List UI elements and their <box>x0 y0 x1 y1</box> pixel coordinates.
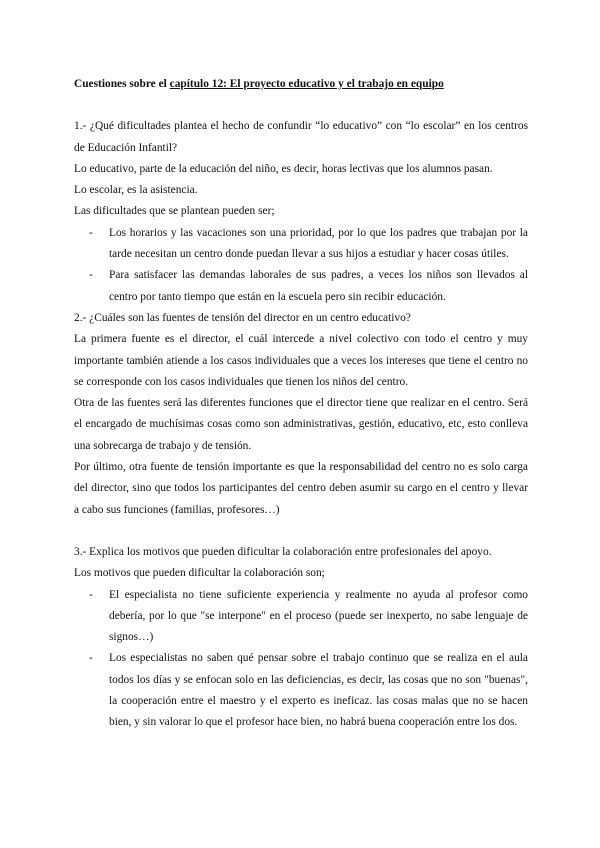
question-1-paragraph-1: Lo educativo, parte de la educación del niño, es decir, horas lectivas que los alumnos pasan. <box>74 162 493 175</box>
question-3-paragraph-1: Los motivos que pueden dificultar la colaboración son; <box>74 567 325 580</box>
title-chapter: capítulo 12: El proyecto educativo y el trabajo en equipo <box>169 78 444 90</box>
question-3-heading: 3.- Explica los motivos que pueden dificultar la colaboración entre profesionales del apoyo. <box>74 545 492 558</box>
list-item: - El especialista no tiene suficiente experiencia y realmente no ayuda al profesor como debería, por lo que "se interpone" en el proceso (puede ser inexperto, no sabe lenguaje de signos…) <box>74 585 528 649</box>
list-item: - Los horarios y las vacaciones son una prioridad, por lo que los padres que trabajan por la tarde necesitan un centro donde puedan llevar a sus hijos a estudiar y hacer cosas útiles. <box>74 223 528 266</box>
question-3-list <box>74 585 528 734</box>
question-1-heading: 1.- ¿Qué dificultades plantea el hecho de confundir “lo educativo” con “lo escolar” en los centros de Educación Infantil? <box>74 120 528 154</box>
document-title <box>74 74 528 95</box>
question-3-section <box>74 542 528 734</box>
question-2-paragraph-2: Otra de las fuentes será las diferentes funciones que el director tiene que realizar en el centro. Será el encargado de muchísimas cosas como son administrativas, gestión, educativo, etc, esto conlleva una sobrecarga de trabajo y de tensión. <box>74 397 528 452</box>
question-1-list <box>74 223 528 308</box>
question-2-paragraph-3: Por último, otra fuente de tensión importante es que la responsabilidad del centro no es solo carga del director, sino que todos los participantes del centro deben asumir su cargo en el centro y llevar a cabo sus funciones (familias, profesores…) <box>74 461 528 516</box>
list-item: - Los especialistas no saben qué pensar sobre el trabajo continuo que se realiza en el aula todos los días y se enfocan solo en las deficiencias, es decir, las cosas que no son "buenas", la cooperación entre el maestro y el experto es ineficaz. las cosas malas que no se hacen bien, y sin valorar lo que el profesor hace bien, no habrá buena cooperación entre los dos. <box>74 648 528 733</box>
question-2-section <box>74 308 528 521</box>
question-2-paragraph-1: La primera fuente es el director, el cuál intercede a nivel colectivo con todo el centro y muy importante también atiende a los casos individuales que a veces los intereses que tiene el centro no se corresponde con los casos individuales que tienen los niños del centro. <box>74 333 528 388</box>
question-1-paragraph-2: Lo escolar, es la asistencia. <box>74 184 198 197</box>
title-prefix: Cuestiones sobre el <box>74 78 170 90</box>
list-item: - Para satisfacer las demandas laborales de sus padres, a veces los niños son llevados al centro por tanto tiempo que están en la escuela pero sin recibir educación. <box>74 265 528 308</box>
question-2-heading: 2.- ¿Cuáles son las fuentes de tensión del director en un centro educativo? <box>74 311 411 324</box>
question-1-section <box>74 116 528 308</box>
question-1-paragraph-3: Las dificultades que se plantean pueden ser; <box>74 205 275 218</box>
document-content <box>74 74 528 734</box>
